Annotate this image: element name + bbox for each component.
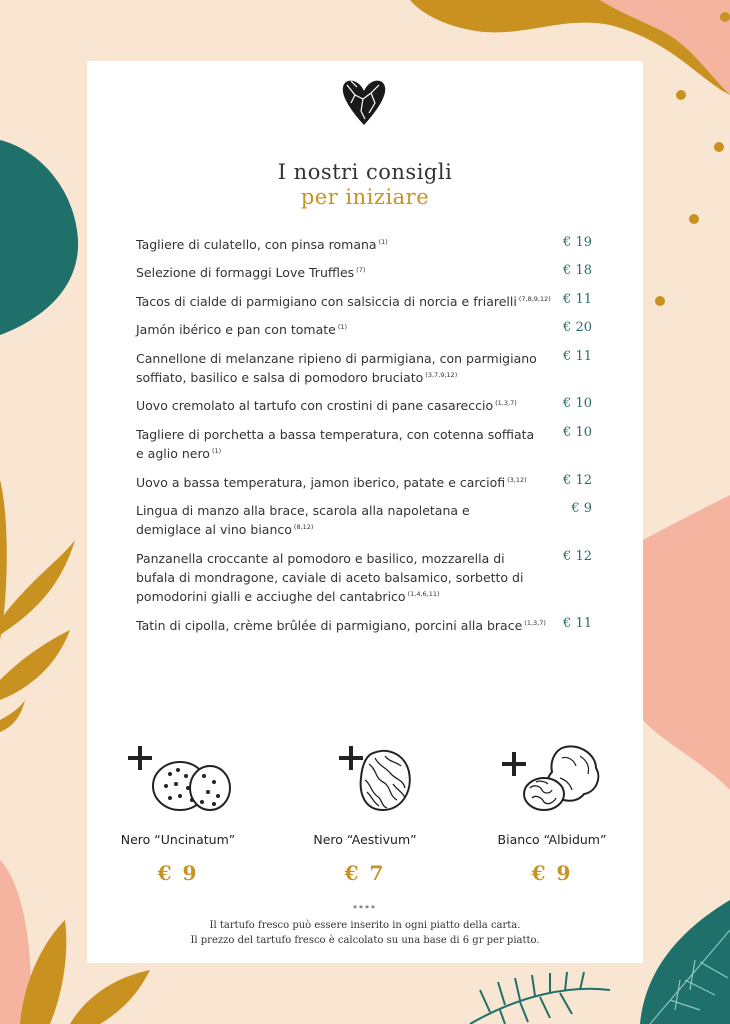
item-price: € 12 — [563, 473, 592, 488]
truffle-price: € 7 — [344, 861, 386, 885]
allergen-notes: (7,8,9,12) — [518, 294, 551, 303]
separator-stars: **** — [353, 904, 377, 913]
item-price: € 18 — [563, 263, 592, 278]
footnote-line-2: Il prezzo del tartufo fresco è calcolato su una base di 6 gr per piatto. — [190, 935, 540, 946]
truffle-option — [275, 744, 455, 885]
item-price: € 10 — [563, 396, 592, 411]
item-description: Panzanella croccante al pomodoro e basilico, mozzarella di bufala di mondragone, caviale di aceto balsamico, sorbetto di pomodorini gialli e acciughe del cantabrico — [136, 551, 524, 604]
menu-item — [136, 235, 592, 254]
item-price: € 9 — [571, 501, 592, 516]
allergen-notes: (1,3,7) — [524, 618, 546, 627]
menu-item — [136, 549, 592, 606]
gold-dot — [689, 214, 699, 224]
pink-blob-right — [643, 495, 730, 790]
item-description: Uovo a bassa temperatura, jamon iberico, patate e carciofi — [136, 475, 506, 490]
item-description: Tagliere di porchetta a bassa temperatura, con cotenna soffiata e aglio nero — [136, 427, 535, 461]
menu-item — [136, 320, 592, 339]
footnote-line-1: Il tartufo fresco può essere inserito in ogni piatto della carta. — [209, 920, 521, 931]
item-description: Jamón ibérico e pan con tomate — [136, 322, 336, 337]
page-title: I nostri consigli — [277, 160, 453, 184]
menu-item — [136, 396, 592, 415]
menu-item — [136, 425, 592, 463]
item-price: € 10 — [563, 425, 592, 440]
truffle-name: Nero “Uncinatum” — [120, 832, 236, 847]
truffle-price: € 9 — [157, 861, 199, 885]
black-truffle-icon — [118, 744, 238, 814]
allergen-notes: (8,12) — [293, 522, 314, 531]
menu-item — [136, 473, 592, 492]
item-price: € 11 — [563, 616, 592, 631]
item-description: Tagliere di culatello, con pinsa romana — [136, 237, 377, 252]
teal-blob-left — [0, 140, 78, 335]
allergen-notes: (1,4,6,11) — [407, 589, 440, 598]
truffle-price: € 9 — [531, 861, 573, 885]
menu-item — [136, 292, 592, 311]
item-price: € 19 — [563, 235, 592, 250]
gold-dot — [655, 296, 665, 306]
item-price: € 20 — [563, 320, 592, 335]
allergen-notes: (3,7,9,12) — [425, 370, 458, 379]
white-truffle-icon — [492, 744, 612, 814]
gold-dot — [676, 90, 686, 100]
menu-item — [136, 616, 592, 635]
gold-leaves-left — [0, 480, 75, 732]
item-price: € 11 — [563, 292, 592, 307]
item-price: € 11 — [563, 349, 592, 364]
allergen-notes: (1) — [211, 446, 222, 455]
allergen-notes: (1) — [337, 322, 348, 331]
menu-item — [136, 501, 592, 539]
menu-item — [136, 349, 592, 387]
truffle-option — [462, 744, 642, 885]
gold-dot — [720, 12, 730, 22]
item-description: Uovo cremolato al tartufo con crostini di pane casareccio — [136, 398, 494, 413]
menu-card — [87, 61, 643, 963]
item-description: Cannellone di melanzane ripieno di parmigiana, con parmigiano soffiato, basilico e salsa di pomodoro bruciato — [136, 351, 537, 385]
item-description: Tatin di cipolla, crème brûlée di parmigiano, porcini alla brace — [136, 618, 523, 633]
sliced-truffle-icon — [305, 744, 425, 814]
item-description: Lingua di manzo alla brace, scarola alla napoletana e demiglace al vino bianco — [136, 503, 470, 537]
truffle-heart-icon — [341, 73, 387, 129]
allergen-notes: (3,12) — [507, 475, 527, 484]
page-subtitle: per iniziare — [300, 185, 430, 209]
item-description: Selezione di formaggi Love Truffles — [136, 265, 355, 280]
allergen-notes: (1,3,7) — [495, 398, 517, 407]
teal-fern-bottom — [470, 972, 610, 1024]
truffle-name: Bianco “Albidum” — [497, 832, 607, 847]
menu-item — [136, 263, 592, 282]
truffle-name: Nero “Aestivum” — [313, 832, 417, 847]
truffle-option — [88, 744, 268, 885]
item-description: Tacos di cialde di parmigiano con salsiccia di norcia e friarelli — [136, 294, 517, 309]
item-price: € 12 — [563, 549, 592, 564]
gold-dot — [714, 142, 724, 152]
allergen-notes: (7) — [356, 265, 366, 274]
allergen-notes: (1) — [378, 237, 388, 246]
